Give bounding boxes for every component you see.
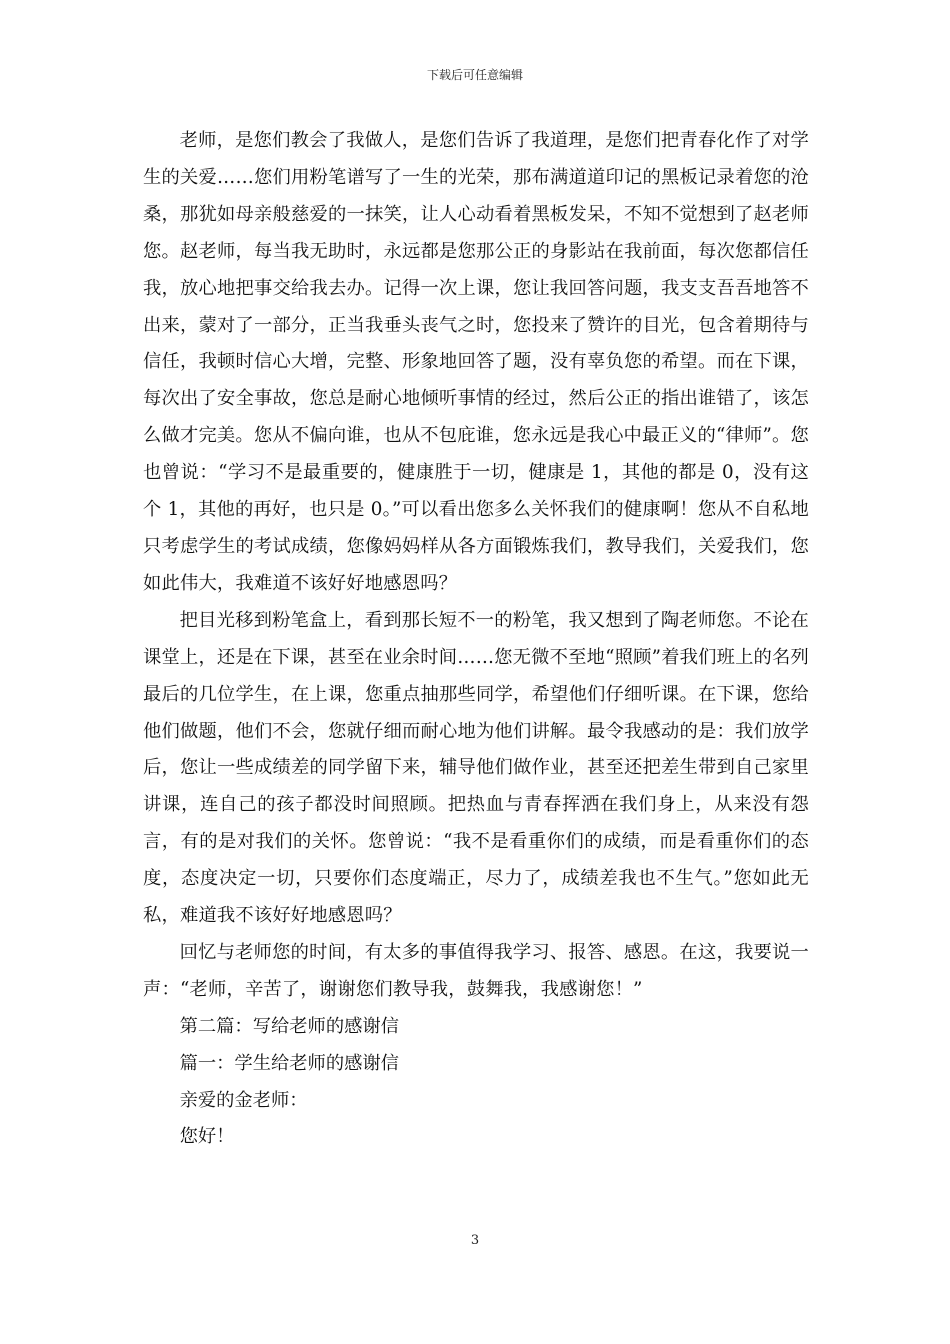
paragraph: 老师，是您们教会了我做人，是您们告诉了我道理，是您们把青春化作了对学生的关爱……您们用粉笔谱写了一生的光荣，那布满道道印记的黑板记录着您的沧桑，那犹如母亲般慈爱的一抹笑，让人心动看着黑板发呆，不知不觉想到了赵老师您。赵老师，每当我无助时，永远都是您那公正的身影站在我前面，每次您都信任我，放心地把事交给我去办。记得一次上课，您让我回答问题，我支支吾吾地答不出来，蒙对了一部分，正当我垂头丧气之时，您投来了赞许的目光，包含着期待与信任，我顿时信心大增，完整、形象地回答了题，没有辜负您的希望。而在下课，每次出了安全事故，您总是耐心地倾听事情的经过，然后公正的指出谁错了，该怎么做才完美。您从不偏向谁，也从不包庇谁，您永远是我心中最正义的“律师”。您也曾说：“学习不是最重要的，健康胜于一切，健康是 1，其他的都是 0，没有这个 1，其他的再好，也只是 0。”可以看出您多么关怀我们的健康啊！您从不自私地只考虑学生的考试成绩，您像妈妈样从各方面锻炼我们，教导我们，关爱我们，您如此伟大，我难道不该好好地感恩吗？ (143, 130, 809, 594)
subsection-title: 篇一：学生给老师的感谢信 (179, 1052, 399, 1074)
paragraph: 回忆与老师您的时间，有太多的事值得我学习、报答、感恩。在这，我要说一声：“老师，辛苦了，谢谢您们教导我，鼓舞我，我感谢您！” (143, 941, 809, 1000)
page-number: 3 (470, 1233, 480, 1248)
letter-greeting: 您好！ (179, 1126, 235, 1148)
section-title: 第二篇：写给老师的感谢信 (179, 1015, 399, 1037)
page-header: 下载后可任意编辑 (426, 68, 523, 82)
paragraph: 把目光移到粉笔盒上，看到那长短不一的粉笔，我又想到了陶老师您。不论在课堂上，还是在下课，甚至在业余时间……您无微不至地“照顾”着我们班上的名列最后的几位学生，在上课，您重点抽那些同学，希望他们仔细听课。在下课，您给他们做题，他们不会，您就仔细而耐心地为他们讲解。最令我感动的是：我们放学后，您让一些成绩差的同学留下来，辅导他们做作业，甚至还把差生带到自己家里讲课，连自己的孩子都没时间照顾。把热血与青春挥洒在我们身上，从来没有怨言，有的是对我们的关怀。您曾说：“我不是看重你们的成绩，而是看重你们的态度，态度决定一切，只要你们态度端正，尽力了，成绩差我也不生气。”您如此无私，难道我不该好好地感恩吗？ (143, 609, 809, 927)
letter-salutation: 亲爱的金老师： (179, 1089, 308, 1111)
document-body (143, 123, 809, 1156)
